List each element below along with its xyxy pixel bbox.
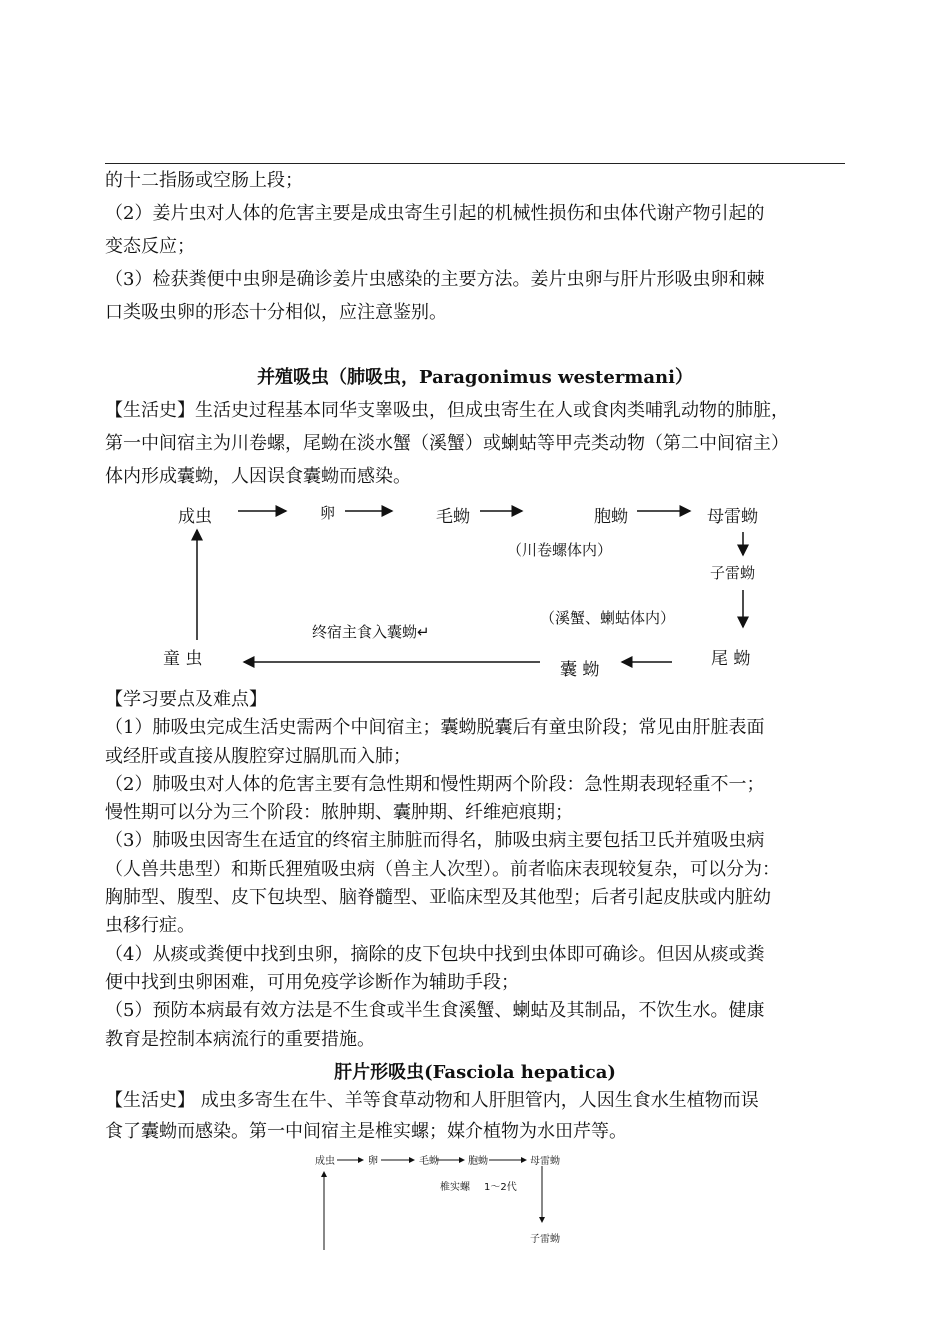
paragonimus-title: 并殖吸虫（肺吸虫，Paragonimus westermani） — [257, 367, 693, 388]
text-line: （1）肺吸虫完成生活史需两个中间宿主；囊蚴脱囊后有童虫阶段；常见由肝脏表面 — [105, 717, 765, 739]
stage-egg: 卵 — [320, 504, 336, 522]
f-stage-adult: 成虫 — [315, 1156, 335, 1167]
text-line: 口类吸虫卵的形态十分相似，应注意鉴别。 — [105, 302, 447, 323]
f-snail-note: 椎实螺 — [440, 1182, 470, 1193]
text-line: 体内形成囊蚴，人因误食囊蚴而感染。 — [105, 466, 411, 487]
text-line: 或经肝或直接从腹腔穿过膈肌而入肺； — [105, 745, 411, 767]
stage-metacercaria: 囊 蚴 — [560, 660, 600, 680]
text-line: （人兽共患型）和斯氏狸殖吸虫病（兽主人次型）。前者临床表现较复杂，可以分为： — [105, 858, 780, 880]
second-intermediate-host-note: （溪蟹、蝲蛄体内） — [540, 609, 676, 627]
stage-mother-redia: 母雷蚴 — [707, 507, 758, 527]
f-stage-egg: 卵 — [368, 1156, 378, 1167]
f-generation-note: 1～2代 — [484, 1182, 517, 1193]
f-stage-mother-redia: 母雷蚴 — [530, 1156, 560, 1167]
stage-daughter-redia: 子雷蚴 — [710, 564, 756, 582]
infection-note: 终宿主食入囊蚴↵ — [312, 623, 430, 641]
text-line: （3）肺吸虫因寄生在适宜的终宿主肺脏而得名，肺吸虫病主要包括卫氏并殖吸虫病 — [105, 830, 765, 852]
stage-sporocyst: 胞蚴 — [594, 507, 628, 527]
text-line: 慢性期可以分为三个阶段：脓肿期、囊肿期、纤维疤痕期； — [105, 802, 573, 824]
text-line: （5）预防本病最有效方法是不生食或半生食溪蟹、蝲蛄及其制品，不饮生水。健康 — [105, 1000, 765, 1022]
text-line: （2）姜片虫对人体的危害主要是成虫寄生引起的机械性损伤和虫体代谢产物引起的 — [105, 203, 765, 224]
text-line: 食了囊蚴而感染。第一中间宿主是椎实螺；媒介植物为水田芹等。 — [105, 1121, 627, 1142]
text-line: 第一中间宿主为川卷螺，尾蚴在淡水蟹（溪蟹）或蝲蛄等甲壳类动物（第二中间宿主） — [105, 433, 789, 454]
text-line: 【生活史】 成虫多寄生在牛、羊等食草动物和人肝胆管内，人因生食水生植物而误 — [105, 1090, 759, 1111]
text-line: （3）检获粪便中虫卵是确诊姜片虫感染的主要方法。姜片虫卵与肝片形吸虫卵和棘 — [105, 269, 765, 290]
first-intermediate-host-note: （川卷螺体内） — [507, 541, 613, 559]
text-line: 教育是控制本病流行的重要措施。 — [105, 1028, 375, 1050]
fasciola-title: 肝片形吸虫(Fasciola hepatica) — [334, 1062, 616, 1083]
text-line: 变态反应； — [105, 236, 195, 257]
stage-adult: 成虫 — [178, 507, 212, 527]
f-stage-daughter-redia: 子雷蚴 — [530, 1234, 560, 1245]
stage-miracidium: 毛蚴 — [436, 507, 470, 527]
text-line: （2）肺吸虫对人体的危害主要有急性期和慢性期两个阶段：急性期表现轻重不一； — [105, 773, 765, 795]
stage-juvenile: 童 虫 — [163, 649, 203, 669]
f-stage-miracidium: 毛蚴 — [419, 1156, 439, 1167]
text-line: 【生活史】生活史过程基本同华支睾吸虫，但成虫寄生在人或食肉类哺乳动物的肺脏， — [105, 400, 789, 421]
text-line: 胸肺型、腹型、皮下包块型、脑脊髓型、亚临床型及其他型；后者引起皮肤或内脏幼 — [105, 887, 771, 909]
text-line: （4）从痰或粪便中找到虫卵，摘除的皮下包块中找到虫体即可确诊。但因从痰或粪 — [105, 943, 765, 965]
stage-cercaria: 尾 蚴 — [711, 649, 751, 669]
text-line: 虫移行症。 — [105, 915, 195, 937]
text-line: 便中找到虫卵困难，可用免疫学诊断作为辅助手段； — [105, 971, 519, 993]
f-stage-sporocyst: 胞蚴 — [468, 1156, 488, 1167]
key-points-title: 【学习要点及难点】 — [105, 689, 267, 710]
text-line: 的十二指肠或空肠上段； — [105, 170, 303, 191]
